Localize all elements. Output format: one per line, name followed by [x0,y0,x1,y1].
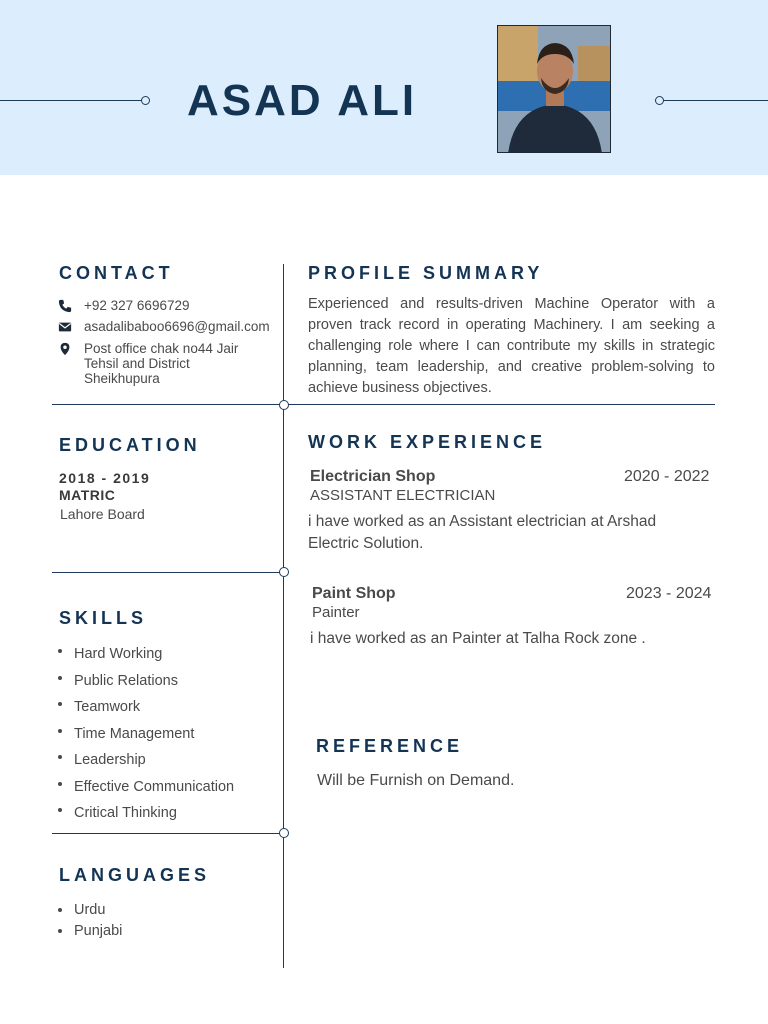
address-line-2: Tehsil and District [84,356,190,371]
address-line-3: Sheikhupura [84,371,160,386]
education-degree: MATRIC [59,487,116,503]
divider-education [52,572,284,573]
phone-icon [58,299,72,313]
email-text: asadalibaboo6696@gmail.com [84,319,270,334]
job-company: Paint Shop [312,585,396,602]
job-role: ASSISTANT ELECTRICIAN [310,487,496,504]
profile-summary-text: Experienced and results-driven Machine Operator with a proven track record in operating Machinery. I am seeking a challenging role where I can contribute my skills in strategic planning, team leadership, and creative problem-solving to achieve business objectives. [308,296,715,396]
divider-skills [52,833,284,834]
education-entry [59,470,150,522]
list-item: Time Management [58,721,234,748]
education-title: EDUCATION [59,435,201,455]
list-item: Teamwork [58,694,234,721]
job-description: i have worked as an Painter at Talha Rock zone . [310,630,646,647]
education-years: 2018 - 2019 [59,470,151,486]
languages-title: LANGUAGES [59,865,211,885]
divider-dot-3 [279,828,289,838]
location-icon [58,342,72,356]
list-item: Punjabi [58,921,122,942]
languages-list [58,900,122,942]
job-company: Electrician Shop [310,468,436,485]
job-dates: 2023 - 2024 [626,585,712,602]
person-portrait-icon [498,26,611,153]
work-title: WORK EXPERIENCE [308,432,547,452]
job-dates: 2020 - 2022 [624,468,710,485]
phone-text: +92 327 6696729 [84,298,190,313]
banner-line-right [663,100,768,101]
banner-dot-right [655,96,664,105]
list-item: Public Relations [58,668,234,695]
skills-title: SKILLS [59,608,148,628]
divider-dot-1 [279,400,289,410]
list-item: Leadership [58,747,234,774]
contact-title: CONTACT [59,263,174,283]
candidate-name: ASAD ALI [187,76,418,125]
banner-dot-left [141,96,150,105]
list-item: Urdu [58,900,122,921]
profile-photo [497,25,611,153]
divider-contact [52,404,715,405]
address-line-1: Post office chak no44 Jair [84,341,239,356]
profile-title: PROFILE SUMMARY [308,263,544,283]
vertical-divider [283,264,284,968]
email-icon [58,320,72,334]
list-item: Hard Working [58,641,234,668]
skills-list [58,641,234,827]
job-role: Painter [312,604,360,621]
divider-dot-2 [279,567,289,577]
list-item: Critical Thinking [58,800,234,827]
list-item: Effective Communication [58,774,234,801]
education-board: Lahore Board [60,506,145,522]
reference-title: REFERENCE [316,736,464,756]
banner-line-left [0,100,142,101]
reference-text: Will be Furnish on Demand. [317,772,515,789]
job-description: i have worked as an Assistant electrician at Arshad Electric Solution. [308,513,657,552]
